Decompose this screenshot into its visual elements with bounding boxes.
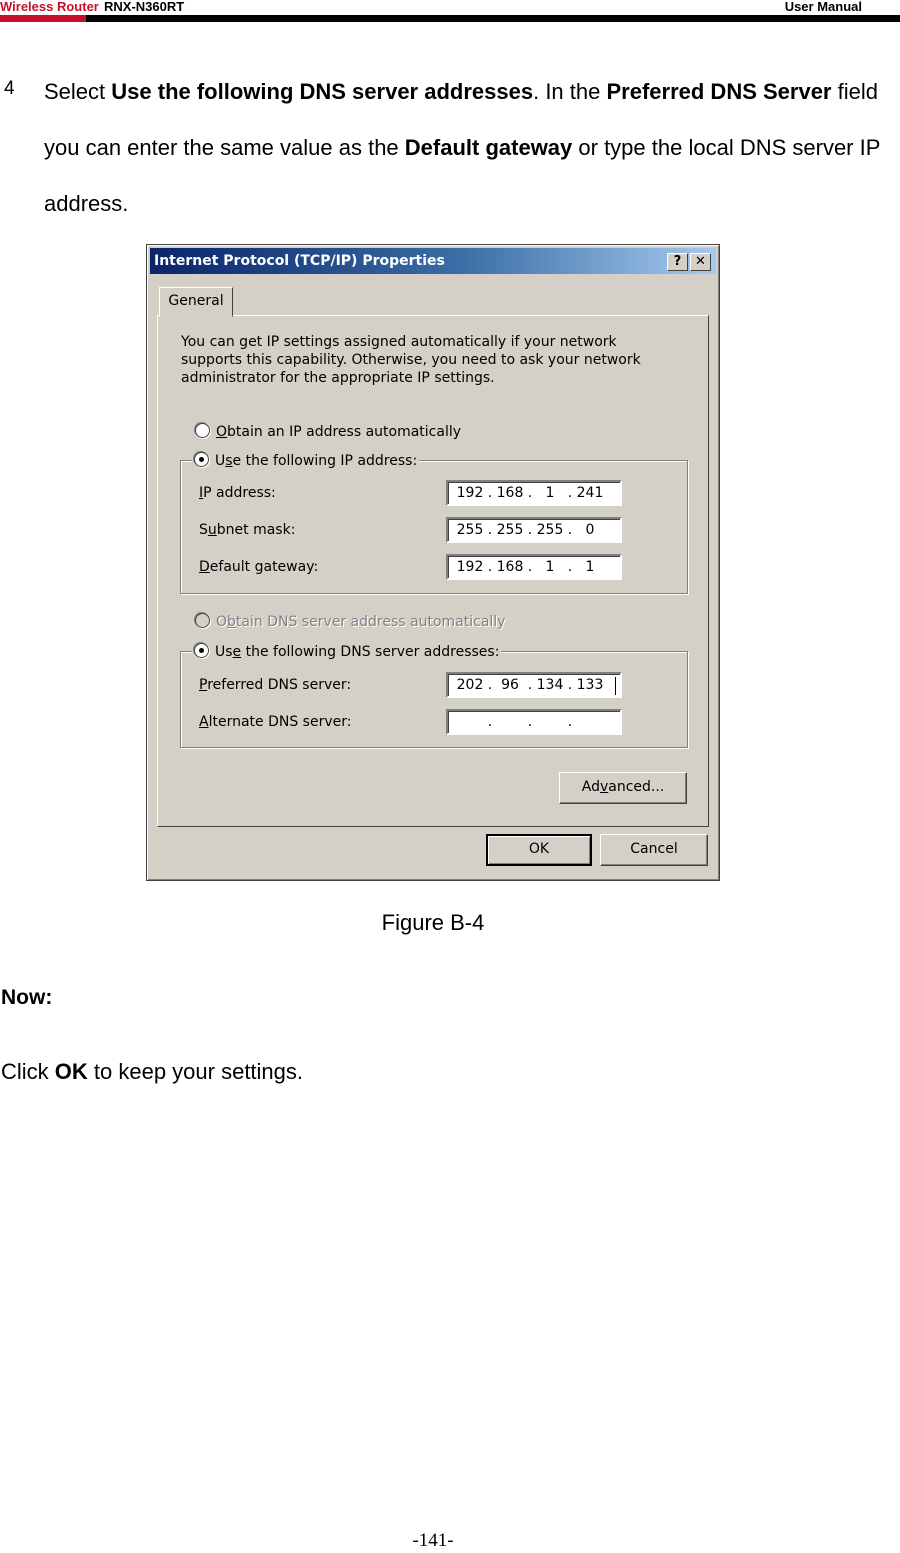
advanced-button[interactable]: Advanced... [559,772,687,804]
now-heading: Now: [1,986,53,1009]
step-number: 4 [4,78,15,99]
page-header [0,0,900,26]
default-gateway-label: Default gateway: [199,559,319,575]
tab-general[interactable]: General [159,287,233,317]
page-number: -141- [412,1530,454,1551]
intro-text: You can get IP settings assigned automatically if your network supports this capability. Otherwise, you need to ask your network administrator for the appropriate IP settings. [181,334,641,386]
alternate-dns-input[interactable]: . . . [446,709,622,735]
bold-default-gateway: Default gateway [404,135,573,160]
default-gateway-input[interactable]: 192 . 168 . 1 . 1 [446,554,622,580]
cancel-button[interactable]: Cancel [600,834,708,866]
bold-preferred-dns: Preferred DNS Server [606,79,832,104]
click-instruction: Click OK to keep your settings. [1,1059,304,1084]
close-icon: ✕ [695,254,706,269]
header-brand: Wireless Router [0,0,99,14]
radio-use-following-dns[interactable]: Use the following DNS server addresses: [192,643,501,660]
dialog-titlebar [150,248,716,274]
ip-address-label: IP address: [199,485,276,501]
header-model: RNX-N360RT [104,0,185,14]
radio-on-icon [194,452,209,467]
help-button[interactable] [667,253,688,271]
radio-off-icon [195,423,210,438]
close-button[interactable] [690,253,711,271]
radio-disabled-icon [195,613,210,628]
tcpip-properties-dialog [146,244,720,881]
bold-ok: OK [54,1059,88,1084]
subnet-mask-label: Subnet mask: [199,522,296,538]
ok-button[interactable]: OK [486,834,592,866]
subnet-mask-input[interactable]: 255 . 255 . 255 . 0 [446,517,622,543]
preferred-dns-label: Preferred DNS server: [199,677,352,693]
header-rule-red [0,15,86,22]
bold-use-dns: Use the following DNS server addresses [111,79,534,104]
dialog-title: Internet Protocol (TCP/IP) Properties [154,253,445,269]
text-caret [615,677,616,695]
help-icon: ? [673,254,682,269]
preferred-dns-input[interactable]: 202 . 96 . 134 . 133 [446,672,622,698]
radio-on-icon [194,643,209,658]
radio-use-following-ip[interactable]: Use the following IP address: [192,452,419,469]
header-manual-title: User Manual [784,0,862,14]
header-rule-black [86,15,900,22]
ip-address-input[interactable]: 192 . 168 . 1 . 241 [446,480,622,506]
radio-obtain-dns-auto[interactable]: Obtain DNS server address automatically [195,613,505,630]
alternate-dns-label: Alternate DNS server: [199,714,352,730]
figure-caption: Figure B-4 [381,910,485,935]
step-paragraph: Select Use the following DNS server addresses. In the Preferred DNS Server field you can enter the same value as the Default gateway or type the local DNS server IP address. [44,79,881,216]
radio-obtain-ip-auto[interactable]: Obtain an IP address automatically [195,423,461,440]
